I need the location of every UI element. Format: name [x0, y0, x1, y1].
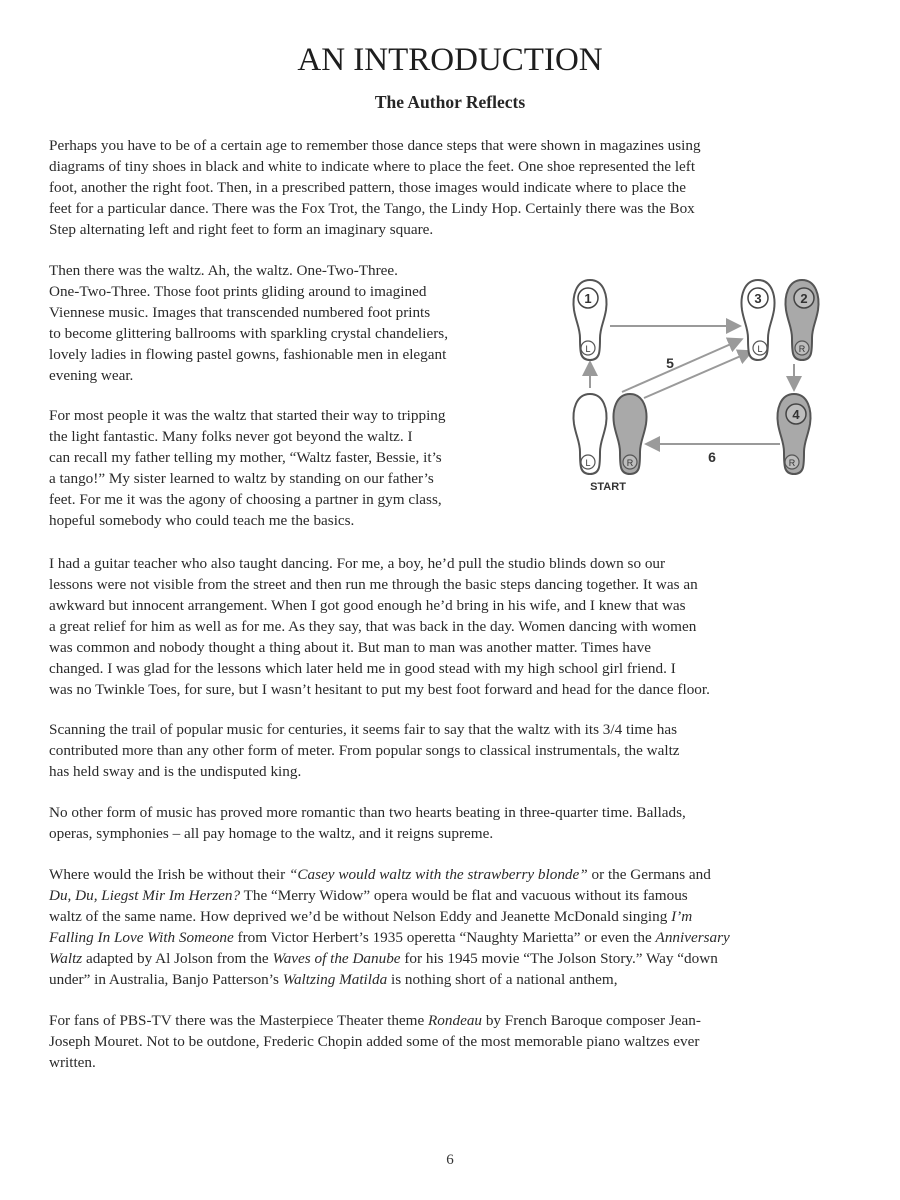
step-label-4: 4: [792, 407, 800, 422]
text-line: Then there was the waltz. Ah, the waltz. One-Two-Three.: [49, 262, 398, 279]
shoe-start-right: [614, 394, 647, 474]
shoe-step-2: [786, 280, 819, 360]
text-line: I had a guitar teacher who also taught dancing. For me, a boy, he’d pull the studio blinds down so our: [49, 555, 666, 572]
text-line: feet. For me it was the agony of choosing a partner in gym class,: [49, 491, 442, 508]
step-label-2: 2: [800, 291, 808, 306]
text-line: under” in Australia, Banjo Patterson’s Waltzing Matilda is nothing short of a national anthem,: [49, 971, 618, 988]
text-line: contributed more than any other form of meter. From popular songs to classical instrumentals, the waltz: [49, 742, 680, 759]
start-label: START: [590, 481, 626, 493]
paragraph-2: [49, 260, 541, 386]
text-line: written.: [49, 1054, 96, 1071]
paragraph-7: [49, 864, 851, 990]
page-subtitle: The Author Reflects: [374, 92, 526, 112]
text-line: a tango!” My sister learned to waltz by standing on our father’s: [49, 470, 434, 487]
step-label-3: 3: [754, 291, 762, 306]
text-line: For fans of PBS-TV there was the Masterpiece Theater theme Rondeau by French Baroque composer Jean-: [49, 1012, 701, 1029]
step-label-6: 6: [708, 449, 716, 465]
text-line: One-Two-Three. Those foot prints gliding around to imagined: [49, 283, 427, 300]
foot-label-l: L: [757, 344, 763, 354]
step-label-5: 5: [666, 355, 674, 371]
text-line: changed. I was glad for the lessons which later held me in good stead with my high school girl friend. I: [49, 660, 676, 677]
text-line: awkward but innocent arrangement. When I got good enough he’d bring in his wife, and I knew that was: [49, 597, 686, 614]
paragraph-1: [49, 135, 851, 240]
paragraph-5: [49, 719, 851, 782]
text-line: lovely ladies in flowing pastel gowns, fashionable men in elegant: [49, 346, 447, 363]
text-line: a great relief for him as well as for me. As they say, that was back in the day. Women dancing with women: [49, 618, 697, 635]
text-line: was common and nobody thought a thing about it. But man to man was another matter. Times have: [49, 639, 651, 656]
foot-label-r: R: [626, 458, 634, 468]
text-line: Step alternating left and right feet to form an imaginary square.: [49, 221, 434, 238]
text-line: Scanning the trail of popular music for centuries, it seems fair to say that the waltz with its 3/4 time has: [49, 721, 678, 738]
shoe-start-left: [574, 394, 607, 474]
shoe-step-1: [574, 280, 607, 360]
text-line: Du, Du, Liegst Mir Im Herzen? The “Merry Widow” opera would be flat and vacuous without its famous: [49, 887, 688, 904]
foot-label-r: R: [798, 344, 806, 354]
paragraph-8: [49, 1010, 851, 1073]
page-title: AN INTRODUCTION: [297, 42, 603, 78]
foot-label-l: L: [585, 344, 591, 354]
text-line: operas, symphonies – all pay homage to the waltz, and it reigns supreme.: [49, 825, 494, 842]
text-line: evening wear.: [49, 367, 134, 384]
text-line: Waltz adapted by Al Jolson from the Waves of the Danube for his 1945 movie “The Jolson Story.” Way “down: [49, 950, 718, 967]
text-line: lessons were not visible from the street and then run me through the basic steps dancing together. It was an: [49, 576, 698, 593]
text-line: waltz of the same name. How deprived we’d be without Nelson Eddy and Jeanette McDonald singing I’m: [49, 908, 693, 925]
text-line: For most people it was the waltz that started their way to tripping: [49, 407, 446, 424]
text-line: hopeful somebody who could teach me the basics.: [49, 512, 355, 529]
step-label-1: 1: [584, 291, 592, 306]
text-line: has held sway and is the undisputed king.: [49, 763, 302, 780]
text-line: Falling In Love With Someone from Victor Herbert’s 1935 operetta “Naughty Marietta” or even the Anniversary: [49, 929, 730, 946]
text-line: diagrams of tiny shoes in black and white to indicate where to place the feet. One shoe represented the left: [49, 158, 696, 175]
arrow-5-diagonal: [622, 340, 740, 392]
foot-label-l: L: [585, 458, 591, 468]
shoe-step-4: [778, 394, 811, 474]
text-line: the light fantastic. Many folks never got beyond the waltz. I: [49, 428, 413, 445]
paragraph-4: [49, 553, 851, 700]
text-line: Where would the Irish be without their “Casey would waltz with the strawberry blonde” or the Germans and: [49, 866, 711, 883]
text-line: No other form of music has proved more romantic than two hearts beating in three-quarter time. Ballads,: [49, 804, 686, 821]
text-line: foot, another the right foot. Then, in a prescribed pattern, those images would indicate where to place the: [49, 179, 686, 196]
shoe-step-3: [742, 280, 775, 360]
foot-label-r: R: [788, 458, 796, 468]
paragraph-3: [49, 405, 541, 531]
text-line: Joseph Mouret. Not to be outdone, Frederic Chopin added some of the most memorable piano waltzes ever: [49, 1033, 700, 1050]
paragraph-6: [49, 802, 851, 844]
text-line: was no Twinkle Toes, for sure, but I wasn’t hesitant to put my best foot forward and head for the dance floor.: [49, 681, 710, 698]
text-line: Perhaps you have to be of a certain age to remember those dance steps that were shown in magazines using: [49, 137, 701, 154]
page-number: 6: [446, 1152, 454, 1168]
text-line: can recall my father telling my mother, “Waltz faster, Bessie, it’s: [49, 449, 442, 466]
waltz-step-diagram: [560, 266, 830, 500]
text-line: Viennese music. Images that transcended numbered foot prints: [49, 304, 431, 321]
text-line: to become glittering ballrooms with sparkling crystal chandeliers,: [49, 325, 448, 342]
text-line: feet for a particular dance. There was the Fox Trot, the Tango, the Lindy Hop. Certainly there was the Box: [49, 200, 695, 217]
